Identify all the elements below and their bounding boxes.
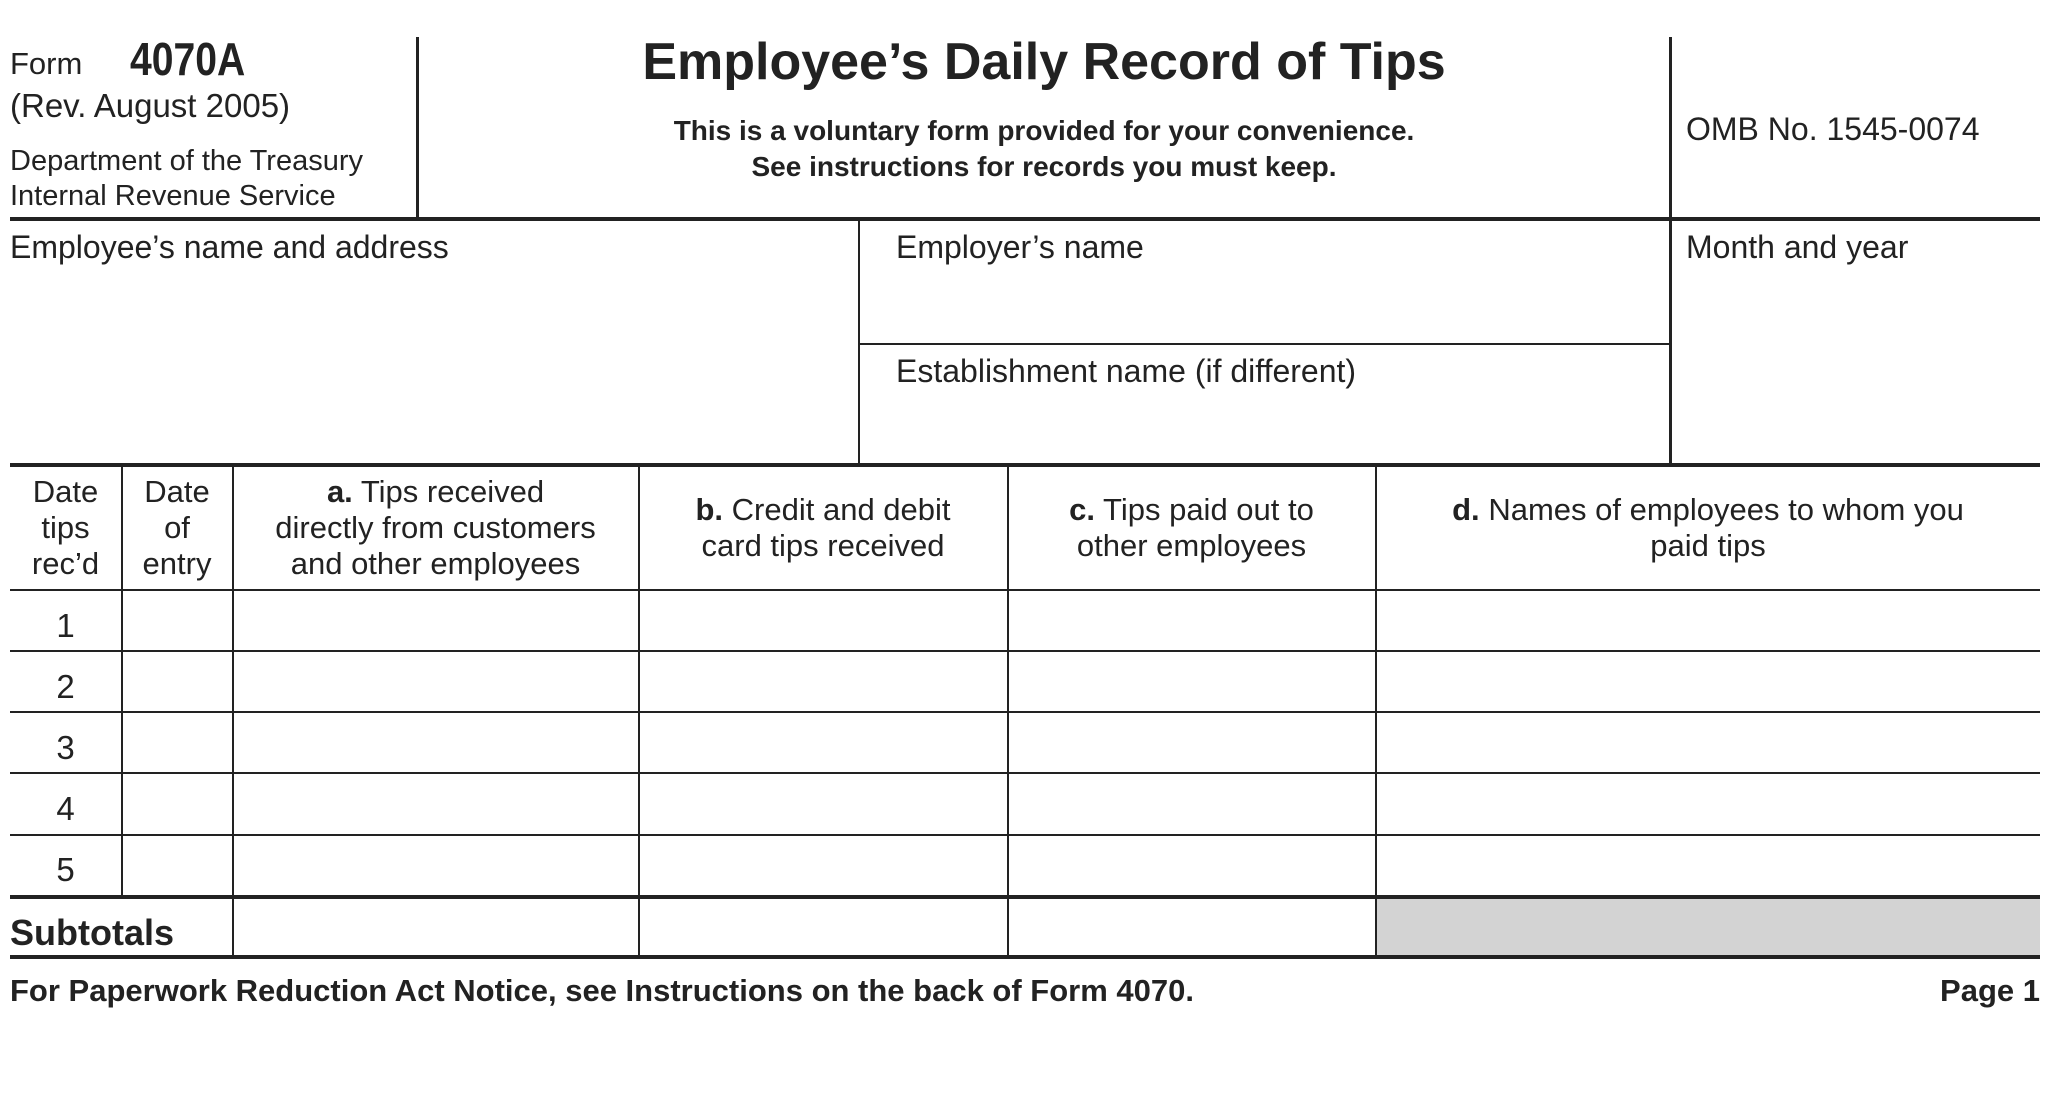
header-line: Names of employees to whom you [1488,492,1964,527]
row-number: 4 [56,790,75,827]
header-line: rec’d [31,546,100,581]
employer-name-label: Employer’s name [896,229,1144,265]
column-divider [1375,467,1377,957]
header-line: Credit and debit [731,492,951,527]
column-header-c [1008,467,1375,589]
month-year-label: Month and year [1686,229,1909,265]
header-line: entry [142,546,212,581]
establishment-name-field[interactable] [860,345,1668,463]
header-line: card tips received [701,528,945,563]
form-title: Employee’s Daily Record of Tips [642,33,1446,91]
header-line: Date [144,474,210,509]
column-header-d [1376,467,2040,589]
header-line: other employees [1076,528,1307,563]
column-divider [232,467,234,957]
column-header-date-entry [122,467,232,589]
row-number: 2 [56,668,75,705]
table-row-divider [10,711,2040,713]
subtotal-c-field[interactable] [1008,899,1375,955]
page-number: Page 1 [1940,973,2040,1008]
header-line: Date [32,474,99,509]
employee-name-address-label: Employee’s name and address [10,229,449,265]
form-revision: (Rev. August 2005) [10,87,291,124]
establishment-name-label: Establishment name (if different) [896,353,1357,389]
header-line: of [164,510,190,545]
employer-name-field[interactable] [860,221,1668,343]
row-number: 1 [56,607,75,644]
header-prefix: b. [695,492,724,527]
employee-name-address-field[interactable] [10,221,858,464]
column-header-b [639,467,1007,589]
table-row-divider [10,650,2040,652]
paperwork-notice: For Paperwork Reduction Act Notice, see Instructions on the back of Form 4070. [10,973,1194,1008]
column-divider [1007,467,1009,957]
header-line: paid tips [1650,528,1766,563]
header-line: Tips received [360,474,545,509]
month-year-field[interactable] [1672,221,2040,464]
header-line: Tips paid out to [1103,492,1314,527]
form-subtitle-2: See instructions for records you must keep. [751,151,1337,182]
column-header-date-tips [10,467,121,589]
subtotal-b-field[interactable] [639,899,1007,955]
column-divider [121,467,123,897]
header-prefix: a. [326,474,353,509]
column-divider [638,467,640,957]
form-subtitle-1: This is a voluntary form provided for your convenience. [673,115,1415,146]
header-prefix: c. [1069,492,1095,527]
table-row-divider [10,834,2040,836]
column-header-a [233,467,638,589]
header-prefix: d. [1452,492,1480,527]
department: Department of the Treasury [10,145,363,177]
row-number: 5 [56,851,75,888]
form-label: Form [10,46,83,81]
omb-number: OMB No. 1545-0074 [1686,111,1980,147]
header-line: tips [41,510,90,545]
subtotals-label: Subtotals [10,912,175,953]
divider [10,589,2040,591]
table-row-divider [10,772,2040,774]
shaded-cell [1377,899,2040,955]
row-number: 3 [56,729,75,766]
divider [10,955,2040,959]
form-number: 4070A [130,33,246,85]
agency: Internal Revenue Service [10,180,336,212]
subtotal-a-field[interactable] [233,899,638,955]
divider [416,37,419,219]
header-line: and other employees [290,546,581,581]
header-line: directly from customers [275,510,596,545]
